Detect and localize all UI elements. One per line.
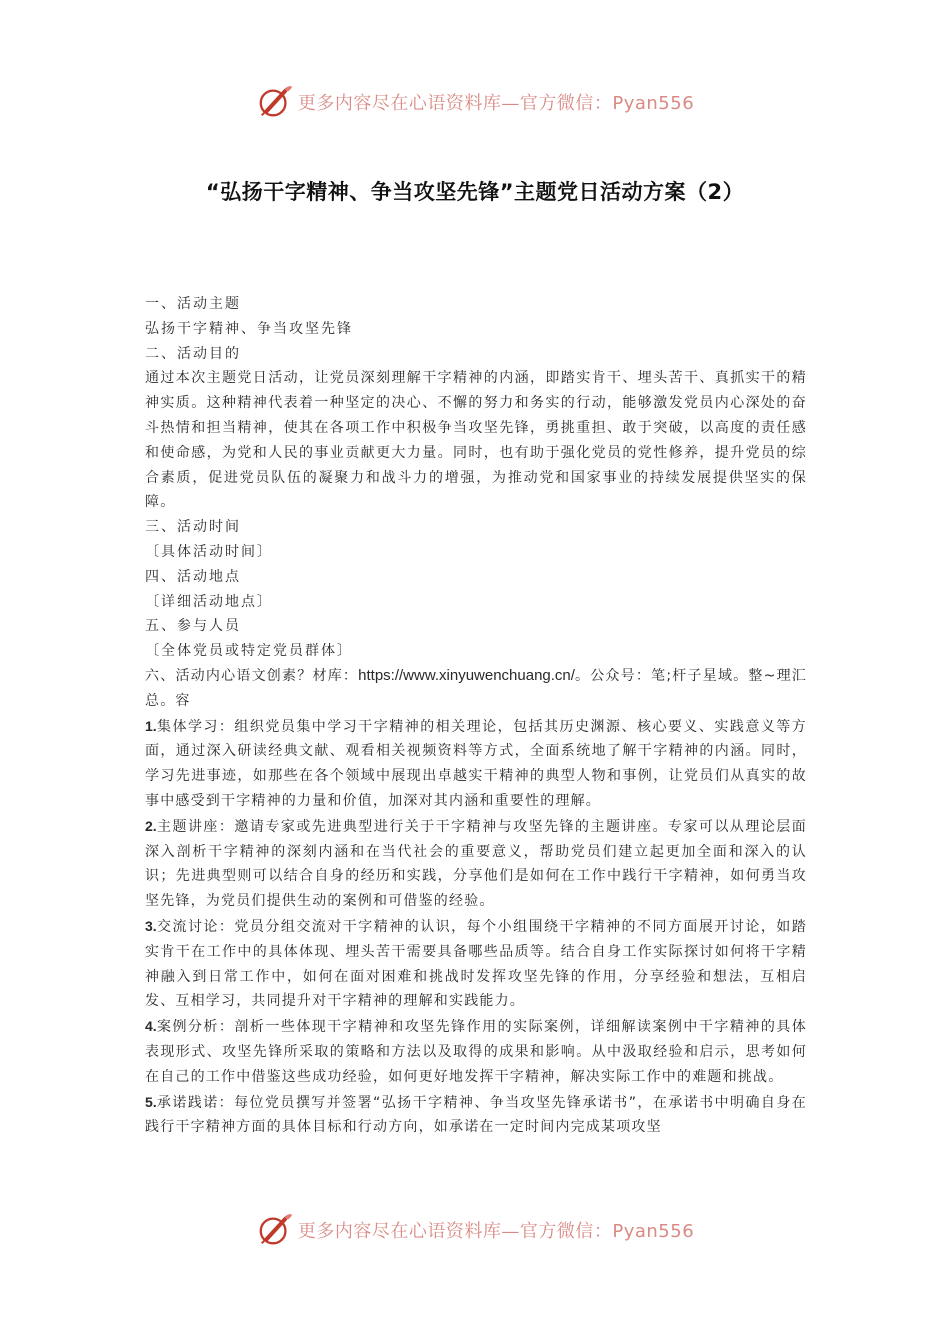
quill-logo-icon	[256, 83, 294, 121]
section-heading-place: 四、活动地点	[145, 568, 241, 585]
banner-text: 更多内容尽在心语资料库—官方微信：Pyan556	[297, 1221, 695, 1242]
list-item: 4.案例分析：剖析一些体现干字精神和攻坚先锋作用的实际案例，详细解读案例中干字精神的具体表现形式、攻坚先锋所采取的策略和方法以及取得的成果和影响。从中汲取经验和启示，思考如何在自己的工作中借鉴这些成功经验，如何更好地发挥干字精神，解决实际工作中的难题和挑战。	[145, 1018, 807, 1085]
section-heading-purpose: 二、活动目的	[145, 345, 241, 362]
footer-banner	[0, 1210, 950, 1250]
list-item: 3.交流讨论：党员分组交流对干字精神的认识，每个小组围绕干字精神的不同方面展开讨论，如踏实肯干在工作中的具体体现、埋头苦干需要具备哪些品质等。结合自身工作实际探讨如何将干字精神融入到日常工作中，如何在面对困难和挑战时发挥攻坚先锋的作用，分享经验和想法，互相启发、互相学习，共同提升对干字精神的理解和实践能力。	[145, 917, 807, 1010]
document-body	[145, 292, 807, 1140]
theme-text: 弘扬干字精神、争当攻坚先锋	[145, 320, 353, 337]
wechat-id: Pyan556	[612, 93, 695, 114]
purpose-paragraph: 通过本次主题党日活动，让党员深刻理解干字精神的内涵，即踏实肯干、埋头苦干、真抓实干的精神实质。这种精神代表着一种坚定的决心、不懈的努力和务实的行动，能够激发党员内心深处的奋斗热情和担当精神，使其在各项工作中积极争当攻坚先锋，勇挑重担、敢于突破，以高度的责任感和使命感，为党和人民的事业贡献更大力量。同时，也有助于强化党员的党性修养，提升党员的综合素质，促进党员队伍的凝聚力和战斗力的增强，为推动党和国家事业的持续发展提供坚实的保障。	[145, 370, 807, 511]
list-item: 2.主题讲座：邀请专家或先进典型进行关于干字精神与攻坚先锋的主题讲座。专家可以从理论层面深入剖析干字精神的深刻内涵和在当代社会的重要意义，帮助党员们建立起更加全面和深入的认识；先进典型则可以结合自身的经历和实践，分享他们是如何在工作中践行干字精神，如何勇当攻坚先锋，为党员们提供生动的案例和可借鉴的经验。	[145, 817, 807, 910]
header-banner	[0, 82, 950, 122]
time-text: 〔具体活动时间〕	[145, 543, 273, 560]
list-item: 1.集体学习：组织党员集中学习干字精神的相关理论，包括其历史渊源、核心要义、实践意义等方面，通过深入研读经典文献、观看相关视频资料等方式，全面系统地了解干字精神的内涵。同时，学习先进事迹，如那些在各个领域中展现出卓越实干精神的典型人物和事例，让党员们从真实的故事中感受到干字精神的力量和价值，加深对其内涵和重要性的理解。	[145, 717, 807, 809]
banner-text: 更多内容尽在心语资料库—官方微信：Pyan556	[297, 93, 695, 114]
list-item: 5.承诺践诺：每位党员撰写并签署“弘扬干字精神、争当攻坚先锋承诺书”，在承诺书中明确自身在践行干字精神方面的具体目标和行动方向，如承诺在一定时间内完成某项攻坚	[145, 1093, 807, 1136]
section-heading-content: 六、活动内心语文创素？材库：https://www.xinyuwenchuang.cn/。公众号：笔;杆子星域。整~理汇总。容	[145, 666, 807, 709]
section-heading-people: 五、参与人员	[145, 618, 241, 635]
place-text: 〔详细活动地点〕	[145, 593, 273, 610]
section-heading-time: 三、活动时间	[145, 519, 241, 536]
quill-logo-icon	[256, 1211, 294, 1249]
wechat-id: Pyan556	[612, 1221, 695, 1242]
people-text: 〔全体党员或特定党员群体〕	[145, 643, 353, 660]
section-heading-theme: 一、活动主题	[145, 296, 241, 312]
source-link[interactable]: https://www.xinyuwenchuang.cn/	[358, 666, 575, 684]
document-title: “弘扬干字精神、争当攻坚先锋”主题党日活动方案（2）	[205, 180, 745, 204]
